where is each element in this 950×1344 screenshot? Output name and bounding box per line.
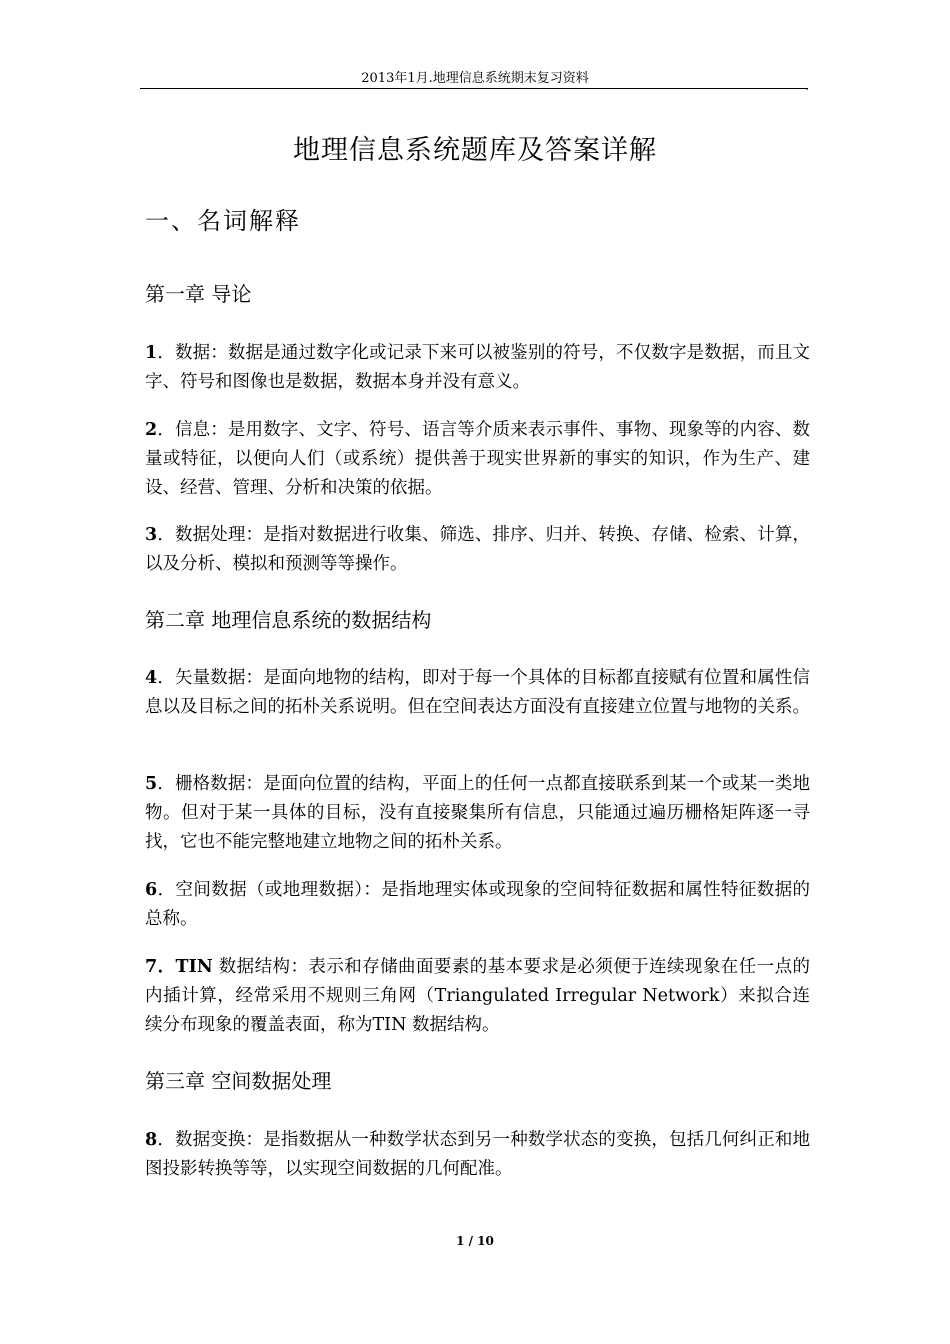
definition-item-7 — [145, 953, 810, 1040]
item-text: ．数据变换：是指数据从一种数学状态到另一种数学状态的变换，包括几何纠正和地图投影转换等等，以实现空间数据的几何配准。 — [145, 1130, 810, 1179]
item-number: 5 — [145, 774, 158, 794]
document-title: 地理信息系统题库及答案详解 — [293, 135, 657, 166]
item-term: TIN — [175, 957, 213, 977]
item-number: 7 — [145, 957, 158, 977]
chapter-heading-3: 第三章 空间数据处理 — [145, 1069, 332, 1093]
item-text: ．数据：数据是通过数字化或记录下来可以被鉴别的符号，不仅数字是数据，而且文字、符号和图像也是数据，数据本身并没有意义。 — [145, 343, 810, 392]
item-text: ．数据处理：是指对数据进行收集、筛选、排序、归并、转换、存储、检索、计算，以及分析、模拟和预测等等操作。 — [145, 525, 810, 574]
section-title: 一、名词解释 — [145, 207, 301, 235]
item-number: 8 — [145, 1130, 158, 1150]
running-header: 2013年1月.地理信息系统期末复习资料 — [361, 71, 589, 86]
header-rule — [140, 88, 808, 89]
item-separator: ． — [157, 957, 176, 977]
item-number: 1 — [145, 343, 158, 363]
item-number: 6 — [145, 880, 158, 900]
item-text: ．栅格数据：是面向位置的结构，平面上的任何一点都直接联系到某一个或某一类地物。但对于某一具体的目标，没有直接聚集所有信息，只能通过遍历栅格矩阵逐一寻找，它也不能完整地建立地物之间的拓朴关系。 — [145, 774, 810, 852]
item-number: 4 — [145, 668, 158, 688]
item-number: 3 — [145, 525, 158, 545]
definition-item-8 — [145, 1126, 810, 1184]
chapter-heading-2: 第二章 地理信息系统的数据结构 — [145, 608, 432, 632]
definition-item-4 — [145, 664, 810, 722]
item-text: ．信息：是用数字、文字、符号、语言等介质来表示事件、事物、现象等的内容、数量或特征，以便向人们（或系统）提供善于现实世界新的事实的知识，作为生产、建设、经营、管理、分析和决策的依据。 — [145, 420, 810, 498]
chapter-heading-1: 第一章 导论 — [145, 282, 252, 306]
header-mark: , — [806, 82, 809, 92]
definition-item-6 — [145, 876, 810, 934]
item-text: ．矢量数据：是面向地物的结构，即对于每一个具体的目标都直接赋有位置和属性信息以及目标之间的拓朴关系说明。但在空间表达方面没有直接建立位置与地物的关系。 — [145, 668, 810, 717]
page-number: 1 / 10 — [456, 1234, 494, 1248]
definition-item-5 — [145, 770, 810, 857]
definition-item-2 — [145, 416, 810, 503]
definition-item-3 — [145, 521, 810, 579]
item-text: ．空间数据（或地理数据）：是指地理实体或现象的空间特征数据和属性特征数据的总称。 — [145, 880, 810, 929]
definition-item-1 — [145, 339, 810, 397]
item-number: 2 — [145, 420, 158, 440]
item-text: 数据结构：表示和存储曲面要素的基本要求是必须便于连续现象在任一点的内插计算，经常采用不规则三角网（Triangulated Irregular Network）来拟合连续分布现象的覆盖表面，称为TIN 数据结构。 — [145, 957, 810, 1035]
